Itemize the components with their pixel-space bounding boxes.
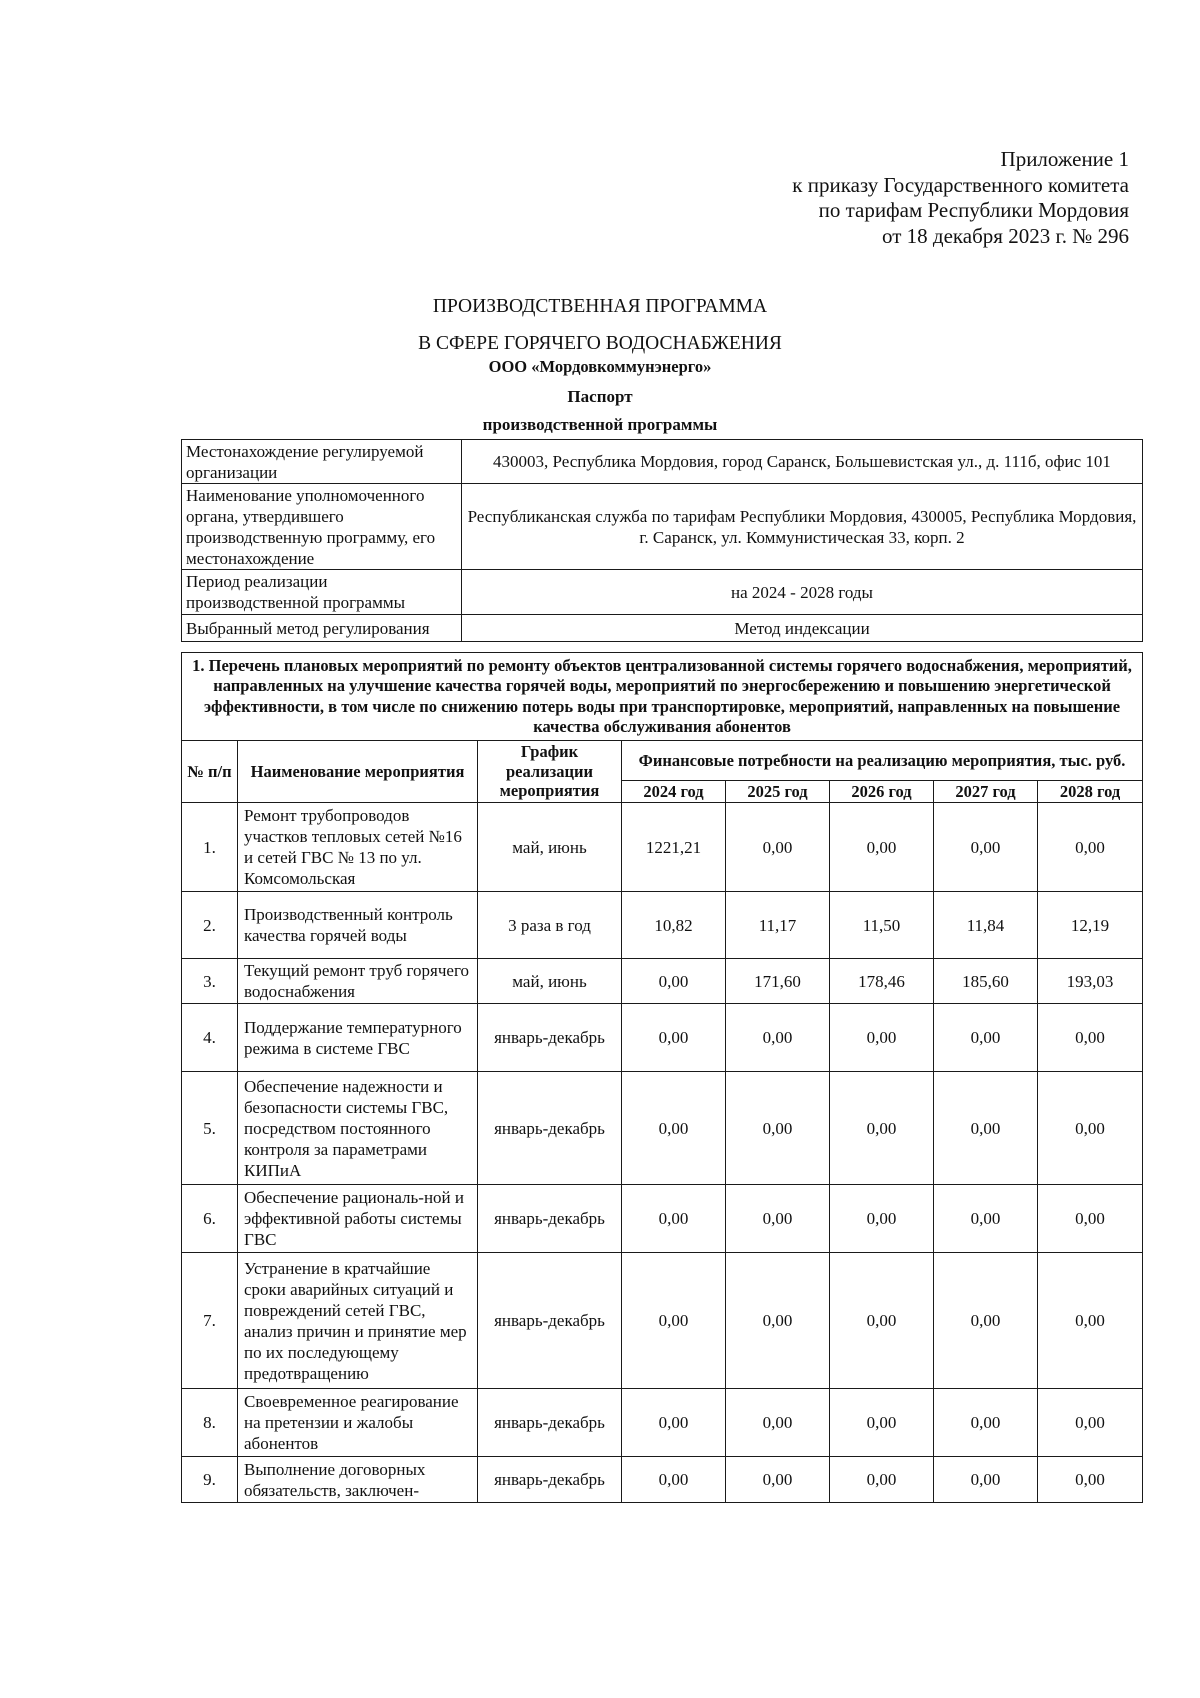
row-schedule: январь-декабрь [478,1389,622,1457]
row-value: 185,60 [934,959,1038,1004]
row-name: Своевременное реагирование на претензии и жалобы абонентов [238,1389,478,1457]
row-value: 0,00 [934,1253,1038,1389]
row-value: 0,00 [726,1004,830,1072]
row-num: 9. [182,1457,238,1503]
row-value: 0,00 [622,1389,726,1457]
row-value: 0,00 [830,1389,934,1457]
row-value: 0,00 [622,1457,726,1503]
row-name: Ремонт трубопроводов участков тепловых сетей №16 и сетей ГВС № 13 по ул. Комсомольская [238,803,478,892]
table-row [182,959,1143,1004]
passport-value: Республиканская служба по тарифам Республики Мордовия, 430005, Республика Мордовия, г. Саранск, ул. Коммунистическая 33, корп. 2 [462,484,1143,570]
header-row [182,741,1143,781]
row-value: 0,00 [622,1004,726,1072]
row-value: 0,00 [1038,1457,1143,1503]
passport-table [181,439,1143,642]
row-value: 171,60 [726,959,830,1004]
program-subtitle: В СФЕРЕ ГОРЯЧЕГО ВОДОСНАБЖЕНИЯ [418,333,782,354]
row-schedule: январь-декабрь [478,1253,622,1389]
row-value: 11,17 [726,892,830,959]
header-num: № п/п [182,741,238,803]
passport-label: Период реализации производственной программы [182,570,462,615]
row-value: 0,00 [622,959,726,1004]
row-value: 0,00 [726,1457,830,1503]
row-value: 0,00 [622,1185,726,1253]
table-row [182,1185,1143,1253]
header-year: 2027 год [934,781,1038,803]
table-row [182,1253,1143,1389]
row-value: 10,82 [622,892,726,959]
table-row [182,1457,1143,1503]
passport-value: Метод индексации [462,615,1143,642]
program-title: ПРОИЗВОДСТВЕННАЯ ПРОГРАММА [432,296,768,317]
header-year: 2024 год [622,781,726,803]
row-value: 0,00 [726,803,830,892]
row-value: 0,00 [1038,803,1143,892]
passport-label: Наименование уполномоченного органа, утвердившего производственную программу, его местонахождение [182,484,462,570]
row-value: 11,50 [830,892,934,959]
passport-row [182,484,1143,570]
row-num: 5. [182,1072,238,1185]
row-value: 0,00 [934,1457,1038,1503]
row-name: Поддержание температурного режима в системе ГВС [238,1004,478,1072]
organization-name: ООО «Мордовкоммунэнерго» [488,357,712,376]
row-value: 0,00 [934,1072,1038,1185]
row-value: 0,00 [622,1072,726,1185]
row-schedule: май, июнь [478,959,622,1004]
row-value: 0,00 [1038,1072,1143,1185]
row-value: 0,00 [622,1253,726,1389]
row-num: 1. [182,803,238,892]
row-value: 0,00 [1038,1389,1143,1457]
row-value: 0,00 [934,1004,1038,1072]
row-value: 0,00 [934,803,1038,892]
appendix-block [792,147,1129,249]
row-value: 0,00 [830,1072,934,1185]
passport-label: Выбранный метод регулирования [182,615,462,642]
row-name: Обеспечение надежности и безопасности системы ГВС, посредством постоянного контроля за параметрами КИПиА [238,1072,478,1185]
table-row [182,1389,1143,1457]
row-value: 0,00 [830,1185,934,1253]
row-name: Производственный контроль качества горячей воды [238,892,478,959]
row-value: 0,00 [830,803,934,892]
passport-subheading: производственной программы [482,415,718,434]
passport-row [182,615,1143,642]
row-num: 6. [182,1185,238,1253]
table-row [182,1072,1143,1185]
row-value: 0,00 [934,1185,1038,1253]
header-year: 2026 год [830,781,934,803]
passport-row [182,440,1143,484]
row-value: 0,00 [1038,1253,1143,1389]
header-schedule: График реализации мероприятия [478,741,622,803]
row-num: 7. [182,1253,238,1389]
row-value: 0,00 [1038,1004,1143,1072]
row-schedule: январь-декабрь [478,1004,622,1072]
row-num: 2. [182,892,238,959]
passport-row [182,570,1143,615]
appendix-line-1: Приложение 1 [1000,147,1129,171]
header-name: Наименование мероприятия [238,741,478,803]
row-value: 12,19 [1038,892,1143,959]
row-value: 0,00 [830,1253,934,1389]
row-schedule: январь-декабрь [478,1072,622,1185]
row-value: 1221,21 [622,803,726,892]
row-value: 0,00 [934,1389,1038,1457]
row-value: 0,00 [1038,1185,1143,1253]
header-year: 2025 год [726,781,830,803]
works-table [181,652,1143,1503]
appendix-line-3: по тарифам Республики Мордовия [818,198,1129,222]
passport-value: 430003, Республика Мордовия, город Саранск, Большевистская ул., д. 111б, офис 101 [462,440,1143,484]
row-name: Обеспечение рациональ-ной и эффективной работы системы ГВС [238,1185,478,1253]
row-value: 0,00 [830,1004,934,1072]
row-schedule: январь-декабрь [478,1457,622,1503]
header-year: 2028 год [1038,781,1143,803]
row-value: 193,03 [1038,959,1143,1004]
row-num: 4. [182,1004,238,1072]
table-row [182,803,1143,892]
passport-label: Местонахождение регулируемой организации [182,440,462,484]
row-schedule: 3 раза в год [478,892,622,959]
row-num: 3. [182,959,238,1004]
row-name: Устранение в кратчайшие сроки аварийных ситуаций и повреждений сетей ГВС, анализ причин и принятие мер по их последующему предотвращению [238,1253,478,1389]
row-value: 0,00 [726,1253,830,1389]
passport-value: на 2024 - 2028 годы [462,570,1143,615]
row-value: 0,00 [830,1457,934,1503]
row-name: Текущий ремонт труб горячего водоснабжения [238,959,478,1004]
row-schedule: январь-декабрь [478,1185,622,1253]
row-value: 0,00 [726,1185,830,1253]
table-row [182,892,1143,959]
appendix-line-2: к приказу Государственного комитета [792,172,1129,197]
passport-heading: Паспорт [567,387,633,406]
section-title: 1. Перечень плановых мероприятий по ремонту объектов централизованной системы горячего водоснабжения, мероприятий, направленных на улучшение качества горячей воды, мероприятий по энергосбережению и повышению энергетической эффективности, в том числе по снижению потерь воды при транспортировке, мероприятий, направленных на повышение качества обслуживания абонентов [182,653,1143,741]
row-value: 11,84 [934,892,1038,959]
row-value: 178,46 [830,959,934,1004]
row-value: 0,00 [726,1072,830,1185]
section-title-row [182,653,1143,741]
row-num: 8. [182,1389,238,1457]
appendix-line-4: от 18 декабря 2023 г. № 296 [882,223,1129,248]
header-finance: Финансовые потребности на реализацию мероприятия, тыс. руб. [622,741,1143,781]
row-schedule: май, июнь [478,803,622,892]
row-name: Выполнение договорных обязательств, заключен- [238,1457,478,1503]
row-value: 0,00 [726,1389,830,1457]
table-row [182,1004,1143,1072]
